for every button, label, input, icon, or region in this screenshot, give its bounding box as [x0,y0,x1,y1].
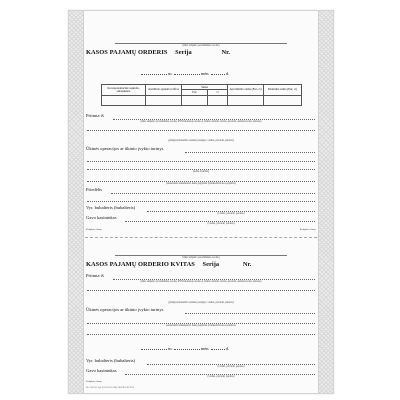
order-attached-caption: (susiesiami dokumentai, kurių pagrindu pritaikomi Kasos pajamos) [166,182,236,185]
col-analytic-code: Analitinis apskaitos šifras [146,85,182,96]
receipt-received-from-label: Priimta iš [86,273,104,278]
receipt-year-label: m. [168,346,173,351]
receipt-cashier-label: Gavo kasininkas [86,368,117,373]
order-received-from-label: Priimta iš [86,113,104,118]
receipt-title-text: KASOS PAJAMŲ ORDERIO KVITAS [86,261,195,268]
order-year-field[interactable] [141,74,167,75]
order-operation-field-2[interactable] [87,161,315,162]
col-sum-ct: ct [208,90,228,95]
order-month-field[interactable] [174,74,200,75]
cut-line [85,237,317,238]
receipt-stamp-left: Kvitpinės Antsp. [86,380,103,383]
col-correspondent-account: Korespondencinė sąskaita, subsąskaita [102,85,146,96]
receipt-accountant-caption: (vardas, pavardė, parašas) [217,365,245,368]
order-cashier-caption: (vardas, pavardė, parašas) [207,222,235,225]
order-table [101,84,302,106]
order-attachments-field[interactable] [111,193,315,194]
order-cashier-label: Gavo kasininkas [86,215,117,220]
order-received-from-caption: (ūkio subjekto pavadinimas, kodas, PVM mokėtojo kodas ar fizinio asmens vardas, pavardė, asmens kodas, adresas) [140,120,262,123]
receipt-attached-caption: (susiesiami dokumentai, kurių pagrindu pritaikomi Kasos pajamos) [166,324,236,327]
form-content [85,11,317,393]
receipt-year-field[interactable] [141,349,167,350]
order-operation-label: Ūkinės operacijos ar ūkinio įvykio turinys [86,146,164,151]
receipt-accountant-label: Vyr. buhalteris (buhalteris) [86,358,136,363]
order-series-label: Serija [175,49,192,56]
order-month-label: mėn. [200,71,210,76]
receipt-day-label: d. [225,346,230,351]
order-year-label: m. [168,71,173,76]
receipt-cashier-caption: (vardas, pavardė, parašas) [207,375,235,378]
receipt-received-from-caption: (ūkio subjekto pavadinimas, kodas, PVM mokėtojo kodas ar fizinio asmens vardas, pavardė, asmens kodas, adresas) [140,280,262,283]
receipt-payer-field[interactable] [87,290,315,291]
table-cell[interactable] [182,95,208,105]
table-cell[interactable] [228,95,264,105]
subject-caption: (ūkio subjekto pavadinimas, kodas) [182,44,220,47]
col-rounding-sum: Apvalinimo suma (Eur, ct) [228,85,264,96]
receipt-date-row [141,346,229,351]
receipt-subject-caption: (ūkio subjekto pavadinimas, kodas) [182,256,220,259]
receipt-operation-label: Ūkinės operacijos ar ūkinio įvykio turinys [86,307,164,312]
order-stamp-right: Kvitpinės Antsp. [299,228,316,231]
order-sum-words-caption: (suma žodžiais) [192,170,210,173]
order-operation-field[interactable] [185,152,315,153]
order-payer-caption: (pinigus įmokančio asmens pareigos, vardas, pavardė, parašas) [168,139,234,142]
table-cell[interactable] [208,95,228,105]
col-sum: Suma [182,85,228,90]
order-day-field[interactable] [211,74,225,75]
receipt-month-label: mėn. [200,346,210,351]
col-payable-sum: Mokėtina suma (Eur, ct) [264,85,302,96]
order-attachments-field-2[interactable] [87,201,315,202]
order-payer-field[interactable] [87,130,315,131]
receipt-month-field[interactable] [174,349,200,350]
order-day-label: d. [225,71,230,76]
receipt-payer-caption: (pinigus įmokančio asmens pareigos, vardas, pavardė, parašas) [168,301,234,304]
receipt-series-label: Serija [202,261,220,268]
col-sum-eur: Eur [182,90,208,95]
table-cell[interactable] [264,95,302,105]
receipt-number-label: Nr. [242,261,252,268]
order-stamp-left: Kvitpinės Antsp. [86,228,103,231]
order-number-label: Nr. [221,49,231,56]
table-row [102,95,302,105]
receipt-footer-code: KL-23/KASA Lith. KASOS PAJAMŲ ORDERIO KVITAS [86,387,134,389]
receipt-title [86,261,251,268]
receipt-operation-field[interactable] [185,313,315,314]
receipt-extra-field[interactable] [87,334,315,335]
order-date-row [141,71,229,76]
order-title [86,49,230,56]
table-cell[interactable] [146,95,182,105]
order-attachments-label: Priedėlis [86,187,103,192]
left-guilloche-border [69,11,84,393]
form-sheet [68,10,334,394]
table-cell[interactable] [102,95,146,105]
receipt-day-field[interactable] [211,349,225,350]
right-guilloche-border [318,11,333,393]
order-title-text: KASOS PAJAMŲ ORDERIS [86,49,168,56]
order-accountant-caption: (vardas, pavardė, parašas) [217,212,245,215]
order-accountant-label: Vyr. buhalteris (buhalteris) [86,205,136,210]
